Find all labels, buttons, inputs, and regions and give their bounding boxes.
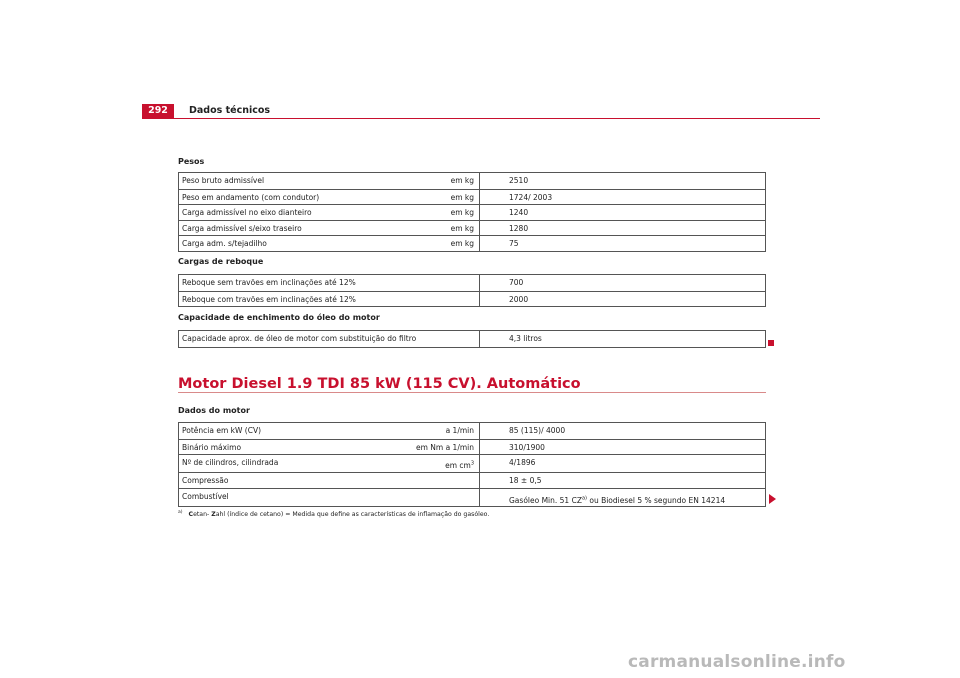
fuel-text: Gasóleo Min. 51 CZ (509, 495, 582, 505)
header-rule (142, 118, 820, 119)
continue-arrow-icon (769, 494, 776, 504)
footnote-initial-c: C (188, 511, 194, 519)
column-divider (479, 292, 480, 307)
column-divider (479, 473, 480, 488)
footnote-ref: a) (581, 495, 587, 502)
column-divider (479, 440, 480, 455)
row-label: Reboque com travões em inclinações até 12% (182, 294, 356, 304)
table-row (179, 454, 765, 472)
footnote-text-c: etan- (193, 511, 212, 519)
row-value: 2510 (509, 176, 529, 185)
row-label: Reboque sem travões em inclinações até 12% (182, 278, 356, 287)
footnote (178, 508, 489, 519)
engine-title: Motor Diesel 1.9 TDI 85 kW (115 CV). Automático (178, 376, 581, 392)
row-unit: em kg (450, 176, 474, 185)
fuel-text-rest: ou Biodiesel 5 % segundo EN 14214 (586, 495, 726, 505)
row-value: 75 (509, 239, 519, 249)
row-unit: em Nm a 1/min (415, 442, 474, 452)
column-divider (479, 190, 480, 205)
row-value: 1280 (509, 223, 529, 233)
row-unit: a 1/min (445, 426, 474, 435)
row-label: Combustível (182, 491, 229, 501)
row-label: Compressão (182, 476, 229, 486)
row-unit: em kg (450, 223, 474, 233)
row-unit: em kg (450, 192, 474, 202)
table-row (179, 173, 765, 189)
row-label: Peso em andamento (com condutor) (182, 192, 320, 202)
row-value (509, 493, 725, 510)
row-label: Capacidade aprox. de óleo de motor com substituição do filtro (182, 334, 417, 343)
column-divider (479, 173, 480, 189)
table-row (179, 439, 765, 455)
table-row (179, 488, 765, 506)
column-divider (479, 489, 480, 506)
column-divider (479, 221, 480, 236)
section-title-oleo: Capacidade de enchimento do óleo do motor (178, 313, 380, 322)
chapter-title: Dados técnicos (189, 105, 271, 116)
column-divider (479, 455, 480, 472)
row-value: 2000 (509, 294, 529, 304)
footnote-text-z: ahl (índice de cetano) = Medida que define as características de inflamação do gasóleo. (215, 511, 490, 519)
row-value: 1240 (509, 208, 529, 218)
footnote-marker: a) (178, 510, 183, 515)
unit-text: em cm (445, 461, 471, 471)
engine-title-rule (178, 392, 766, 393)
row-label: Peso bruto admissível (182, 176, 265, 185)
page-number: 292 (142, 104, 174, 118)
table-row (179, 275, 765, 291)
watermark: carmanualsonline.info (628, 652, 846, 672)
column-divider (479, 423, 480, 439)
table-row (179, 423, 765, 439)
table-row (179, 204, 765, 220)
row-value: 310/1900 (509, 442, 545, 452)
column-divider (479, 236, 480, 251)
row-value: 1724/ 2003 (509, 192, 553, 202)
row-label: Potência em kW (CV) (182, 426, 262, 435)
column-divider (479, 331, 480, 347)
table-row (179, 235, 765, 251)
row-value: 18 ± 0,5 (509, 476, 542, 486)
row-unit: em kg (450, 239, 474, 249)
section-title-pesos: Pesos (178, 157, 205, 166)
row-value: 85 (115)/ 4000 (509, 426, 566, 435)
row-label: Carga admissível s/eixo traseiro (182, 223, 302, 233)
table-row (179, 291, 765, 307)
column-divider (479, 205, 480, 220)
column-divider (479, 275, 480, 291)
row-value: 4,3 litros (509, 334, 542, 343)
row-unit: em kg (450, 208, 474, 218)
row-label: Carga adm. s/tejadilho (182, 239, 267, 249)
row-label: Binário máximo (182, 442, 242, 452)
table-cargas (178, 274, 766, 307)
table-row (179, 220, 765, 236)
table-row (179, 189, 765, 205)
footnote-initial-z: Z (211, 511, 216, 519)
row-value: 4/1896 (509, 458, 536, 468)
section-title-cargas: Cargas de reboque (178, 257, 264, 266)
table-oleo (178, 330, 766, 348)
page-header (142, 104, 820, 118)
unit-superscript: 3 (470, 460, 474, 467)
row-label: Carga admissível no eixo dianteiro (182, 208, 312, 218)
table-row (179, 472, 765, 488)
table-row (179, 331, 765, 347)
section-title-dados-motor: Dados do motor (178, 406, 250, 415)
row-label: Nº de cilindros, cilindrada (182, 458, 279, 468)
row-value: 700 (509, 278, 524, 287)
table-dados-motor (178, 422, 766, 507)
section-end-icon (768, 340, 774, 346)
table-pesos (178, 172, 766, 252)
